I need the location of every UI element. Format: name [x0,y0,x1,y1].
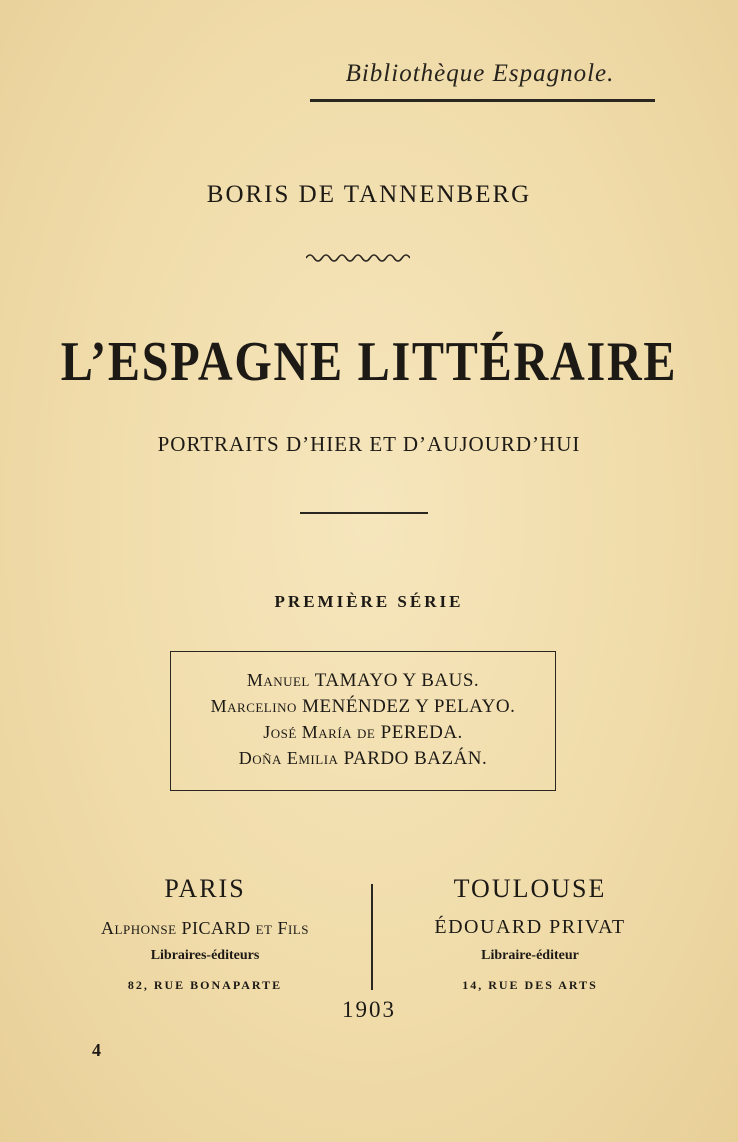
divider-rule [300,512,428,514]
author-given-name: Doña Emilia [238,748,339,768]
author-name: BORIS DE TANNENBERG [206,181,532,208]
publisher-suffix: et Fils [255,918,309,938]
series-underline [310,99,655,102]
publisher-given-name: Alphonse [101,918,177,938]
author-surname: PARDO BAZÁN. [343,748,488,769]
imprint-left-publisher [60,918,350,939]
imprint-right-publisher: ÉDOUARD PRIVAT [434,916,626,938]
publisher-surname: PICARD [181,918,251,938]
series-label: PREMIÈRE SÉRIE [274,592,464,611]
book-subtitle: PORTRAITS D’HIER ET D’AUJOURD’HUI [157,432,581,456]
imprint-right-address: 14, RUE DES ARTS [462,978,598,992]
author-given-name: José María de [263,722,376,742]
imprint-left-role: Libraires-éditeurs [150,948,260,963]
ornament-wave [306,250,410,262]
contents-line [171,670,555,692]
author-surname: TAMAYO Y BAUS. [314,670,480,691]
author-given-name: Manuel [246,670,310,690]
imprint-right-role: Libraire-éditeur [481,948,579,963]
imprint-divider [371,884,373,990]
author-surname: MENÉNDEZ Y PELAYO. [302,696,516,717]
contents-line [171,748,555,770]
signature-mark: 4 [92,1040,101,1060]
book-title: L’ESPAGNE LITTÉRAIRE [60,331,678,393]
series-title: Bibliothèque Espagnole. [345,60,615,87]
author-surname: PEREDA. [380,722,463,743]
publication-year: 1903 [342,997,396,1022]
contents-line [171,696,555,718]
imprint-left-city: PARIS [164,874,246,903]
contents-line [171,722,555,744]
author-given-name: Marcelino [210,696,297,716]
contents-box [170,651,556,791]
imprint-left-address: 82, RUE BONAPARTE [127,978,283,992]
imprint-right-city: TOULOUSE [453,874,607,903]
